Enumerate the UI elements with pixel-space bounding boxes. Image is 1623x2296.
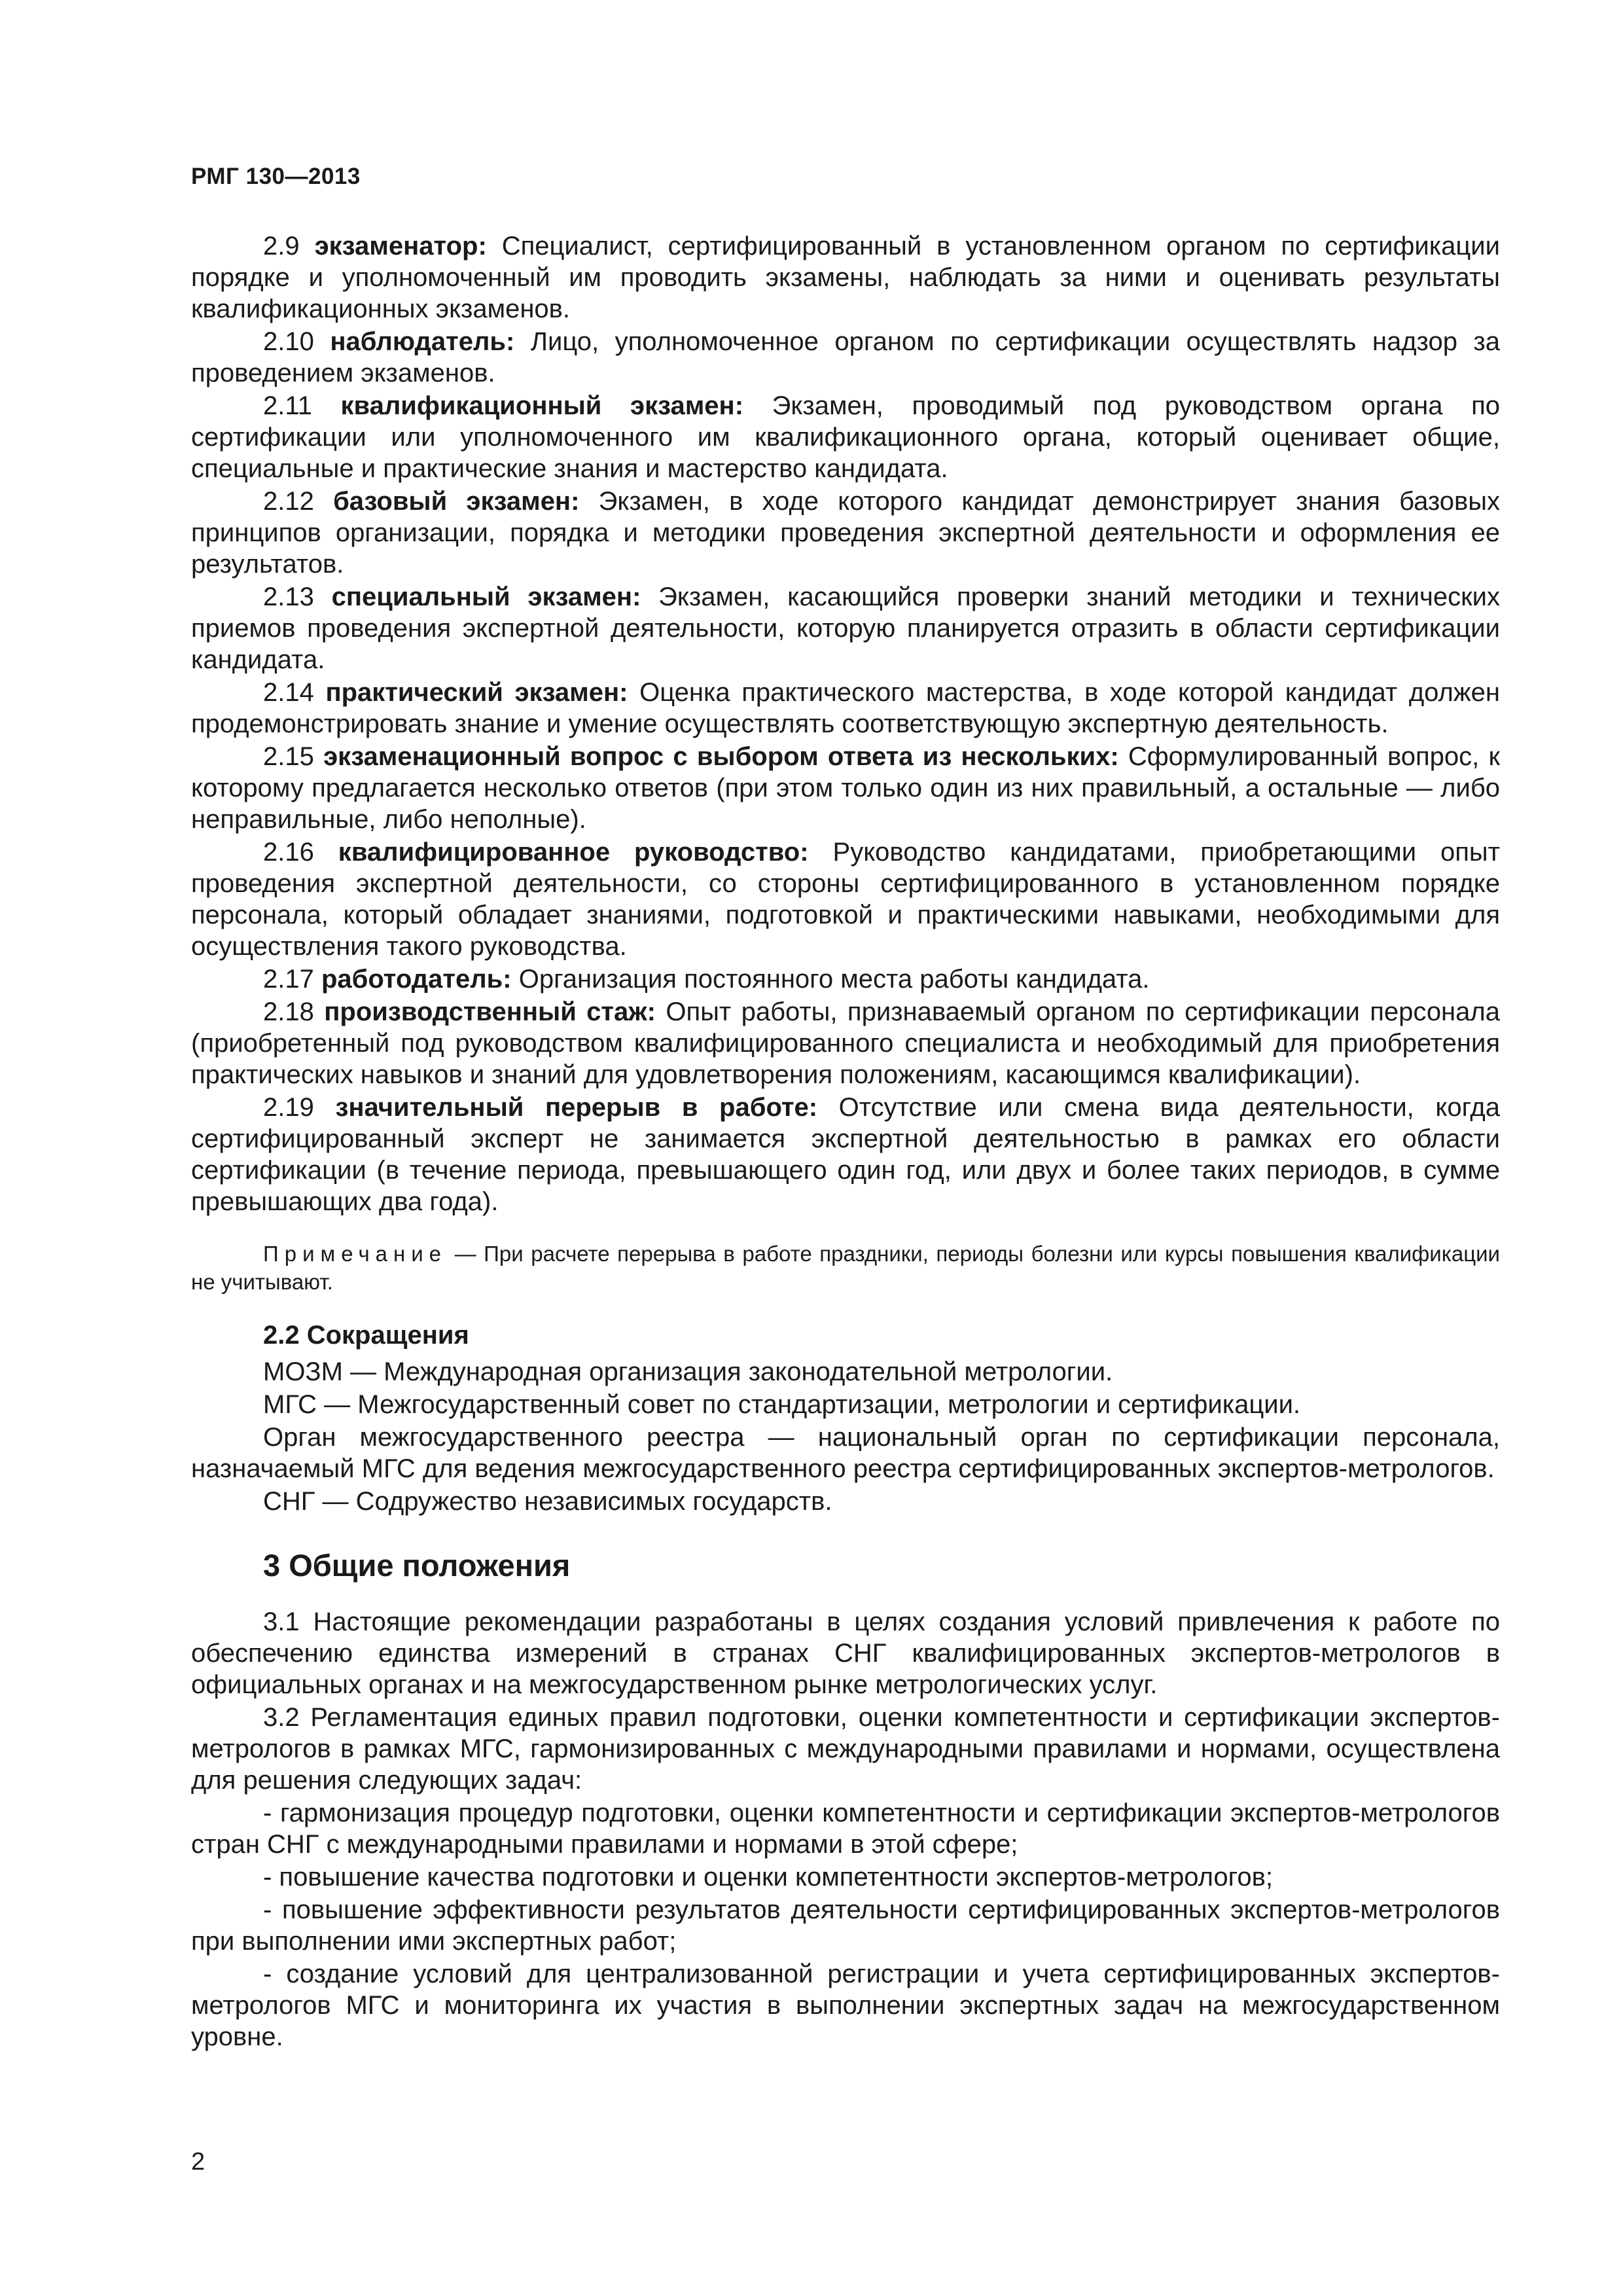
definition-number: 2.19 <box>263 1093 314 1122</box>
definition-2-15 <box>191 741 1500 835</box>
definition-2-16 <box>191 836 1500 962</box>
definition-term: практический экзамен: <box>325 678 628 707</box>
definition-text: Организация постоянного места работы кандидата. <box>518 965 1150 994</box>
note-text: — При расчете перерыва в работе праздники, периоды болезни или курсы повышения квалификации не учитывают. <box>191 1242 1500 1294</box>
definition-text: Лицо, уполномоченное органом по сертификации осуществлять надзор за проведением экзаменов. <box>191 327 1500 387</box>
list-item: - повышение эффективности результатов деятельности сертифицированных экспертов-метрологов при выполнении ими экспертных работ; <box>191 1895 1500 1956</box>
definition-number: 2.16 <box>263 838 314 867</box>
definition-2-11 <box>191 390 1500 484</box>
definition-text: Специалист, сертифицированный в установленном органом по сертификации порядке и уполномоченный им проводить экзамены, наблюдать за ними и оценивать результаты квалификационных экзаменов. <box>191 232 1500 323</box>
document-code-header: РМГ 130—2013 <box>191 164 361 189</box>
definition-term: квалификационный экзамен: <box>340 391 744 420</box>
definition-text: Отсутствие или смена вида деятельности, когда сертифицированный эксперт не занимается экспертной деятельностью в рамках его области сертификации (в течение периода, превышающего один год, или двух и более таких периодов, в сумме превышающих два года). <box>191 1093 1500 1216</box>
definition-number: 2.17 <box>263 965 314 994</box>
section-heading: 3 Общие положения <box>263 1548 571 1583</box>
definition-text: Экзамен, проводимый под руководством органа по сертификации или уполномоченного им квалификационного органа, который оценивает общие, специальные и практические знания и мастерство кандидата. <box>191 391 1500 483</box>
list-item: - гармонизация процедур подготовки, оценки компетентности и сертификации экспертов-метрологов стран СНГ с международными правилами и нормами в этой сфере; <box>191 1799 1500 1859</box>
definition-number: 2.14 <box>263 678 314 707</box>
definition-text: Экзамен, касающийся проверки знаний методики и технических приемов проведения экспертной деятельности, которую планируется отразить в области сертификации кандидата. <box>191 583 1500 674</box>
definition-term: базовый экзамен: <box>333 487 580 516</box>
definition-term: экзаменатор: <box>314 232 487 260</box>
definition-text: Сформулированный вопрос, к которому предлагается несколько ответов (при этом только один из них правильный, а остальные — либо неправильные, либо неполные). <box>191 742 1500 834</box>
definition-2-10 <box>191 326 1500 389</box>
definition-2-19 <box>191 1092 1500 1217</box>
definition-number: 2.12 <box>263 487 314 516</box>
abbreviation-item: СНГ — Содружество независимых государств. <box>263 1487 832 1516</box>
abbreviation-item: Орган межгосударственного реестра — национальный орган по сертификации персонала, назначаемый МГС для ведения межгосударственного реестра сертифицированных экспертов-метрологов. <box>191 1423 1500 1483</box>
definition-2-18 <box>191 996 1500 1090</box>
note-label: Примечание <box>263 1242 448 1266</box>
definition-number: 2.15 <box>263 742 314 771</box>
list-item: - повышение качества подготовки и оценки компетентности экспертов-метрологов; <box>263 1863 1273 1892</box>
definition-number: 2.18 <box>263 997 314 1026</box>
abbreviations-heading: 2.2 Сокращения <box>263 1321 469 1350</box>
document-page <box>191 0 1500 2296</box>
definition-term: специальный экзамен: <box>331 583 641 611</box>
definition-number: 2.9 <box>263 232 300 260</box>
definition-term: значительный перерыв в работе: <box>335 1093 818 1122</box>
definition-text: Оценка практического мастерства, в ходе которой кандидат должен продемонстрировать знание и умение осуществлять соответствующую экспертную деятельность. <box>191 678 1500 738</box>
definition-term: экзаменационный вопрос с выбором ответа из нескольких: <box>323 742 1119 771</box>
definition-number: 2.11 <box>263 391 312 420</box>
definition-2-17 <box>191 963 1500 995</box>
section-paragraph: 3.2 Регламентация единых правил подготовки, оценки компетентности и сертификации экспертов-метрологов в рамках МГС, гармонизированных с международными правилами и нормами, осуществлена для решения следующих задач: <box>191 1703 1500 1795</box>
list-item: - создание условий для централизованной регистрации и учета сертифицированных экспертов-метрологов МГС и мониторинга их участия в выполнении экспертных задач на межгосударственном уровне. <box>191 1960 1500 2051</box>
definition-text: Опыт работы, признаваемый органом по сертификации персонала (приобретенный под руководством квалифицированного специалиста и необходимый для приобретения практических навыков и знаний для удовлетворения положениям, касающимся квалификации). <box>191 997 1500 1089</box>
definition-2-12 <box>191 486 1500 580</box>
definition-term: наблюдатель: <box>330 327 515 356</box>
definition-term: производственный стаж: <box>324 997 656 1026</box>
definition-term: квалифицированное руководство: <box>338 838 809 867</box>
definition-text: Руководство кандидатами, приобретающими опыт проведения экспертной деятельности, со стороны сертифицированного в установленном порядке персонала, который обладает знаниями, подготовкой и практическими навыками, необходимыми для осуществления такого руководства. <box>191 838 1500 961</box>
abbreviation-item: МГС — Межгосударственный совет по стандартизации, метрологии и сертификации. <box>263 1390 1301 1419</box>
abbreviation-item: МОЗМ — Международная организация законодательной метрологии. <box>263 1357 1113 1386</box>
definition-text: Экзамен, в ходе которого кандидат демонстрирует знания базовых принципов организации, порядка и методики проведения экспертной деятельности и оформления ее результатов. <box>191 487 1500 579</box>
definition-2-13 <box>191 581 1500 675</box>
definition-2-9 <box>191 230 1500 325</box>
note <box>191 1240 1500 1296</box>
document-body <box>191 230 1500 2054</box>
definition-term: работодатель: <box>321 965 512 994</box>
page-number: 2 <box>191 2148 205 2176</box>
definition-number: 2.10 <box>263 327 314 356</box>
section-paragraph: 3.1 Настоящие рекомендации разработаны в целях создания условий привлечения к работе по обеспечению единства измерений в странах СНГ квалифицированных экспертов-метрологов в официальных органах и на межгосударственном рынке метрологических услуг. <box>191 1607 1500 1699</box>
definition-number: 2.13 <box>263 583 314 611</box>
definition-2-14 <box>191 677 1500 740</box>
